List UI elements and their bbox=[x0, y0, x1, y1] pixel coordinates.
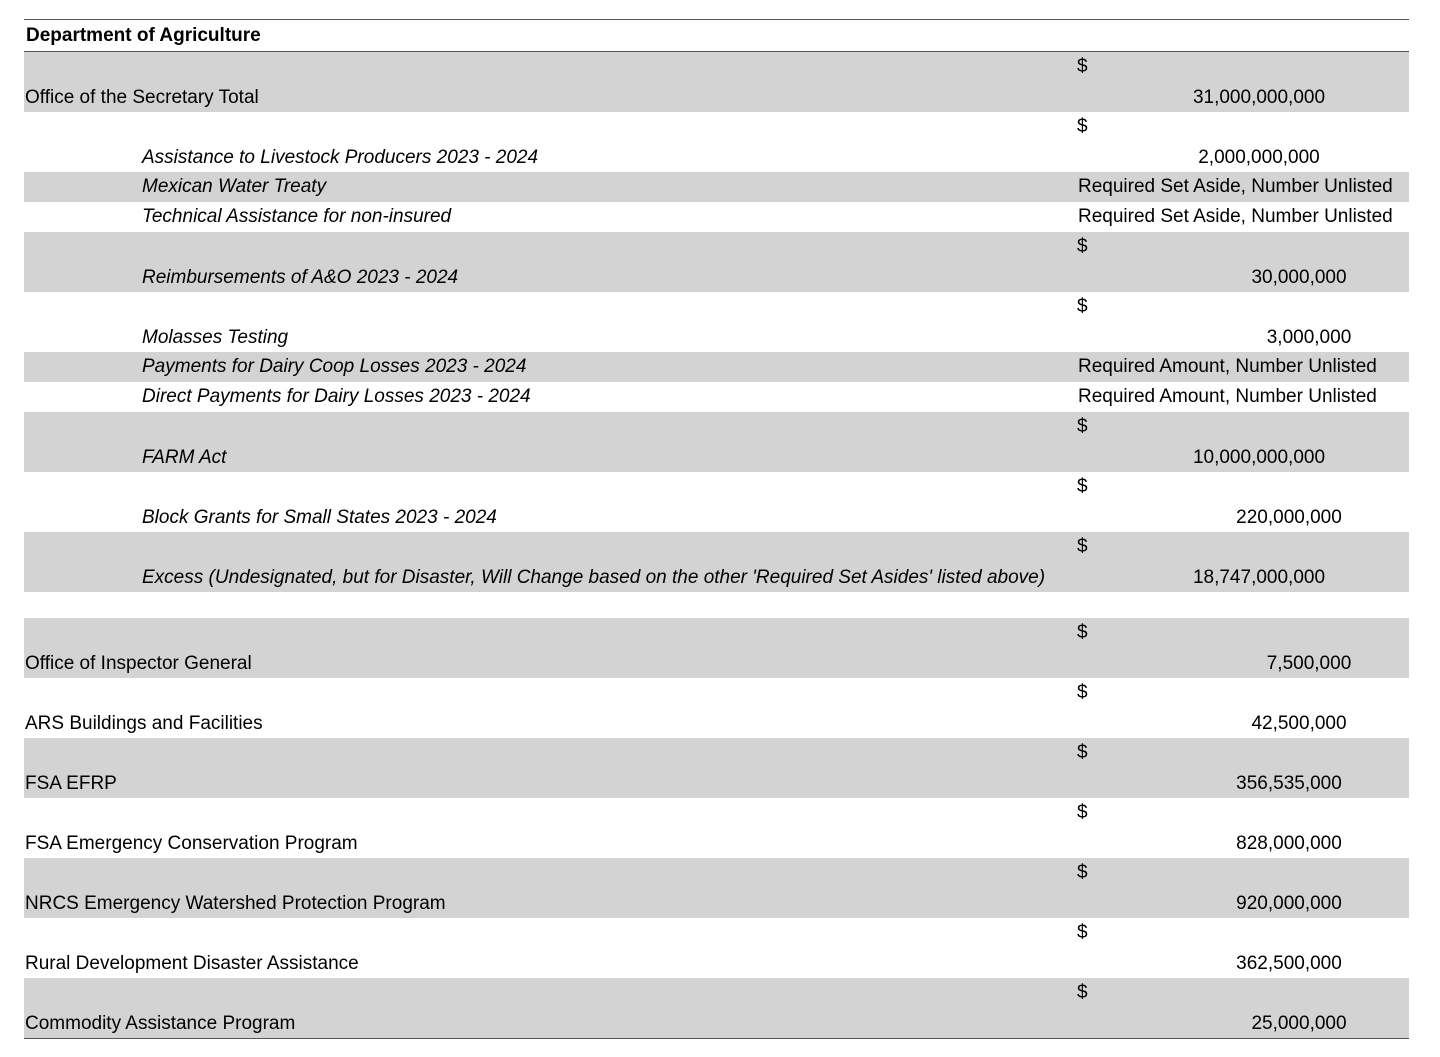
row-amount: 25,000,000 bbox=[1251, 1013, 1347, 1034]
currency-symbol: $ bbox=[1077, 56, 1088, 77]
row-label: Office of the Secretary Total bbox=[25, 87, 259, 108]
row-amount: 31,000,000,000 bbox=[1192, 87, 1326, 108]
row-label: ARS Buildings and Facilities bbox=[25, 713, 263, 734]
row-note: Required Amount, Number Unlisted bbox=[1078, 386, 1377, 407]
table-row bbox=[24, 738, 1409, 798]
row-label: Payments for Dairy Coop Losses 2023 - 2024 bbox=[142, 356, 527, 377]
row-label: FSA EFRP bbox=[25, 773, 117, 794]
row-amount: 356,535,000 bbox=[1236, 773, 1342, 794]
table-row bbox=[24, 412, 1409, 472]
currency-symbol: $ bbox=[1077, 742, 1088, 763]
row-amount: 362,500,000 bbox=[1236, 953, 1342, 974]
row-amount: 42,500,000 bbox=[1251, 713, 1347, 734]
row-label: Mexican Water Treaty bbox=[142, 176, 327, 197]
row-label: Reimbursements of A&O 2023 - 2024 bbox=[142, 267, 459, 288]
row-note: Required Set Aside, Number Unlisted bbox=[1078, 176, 1393, 197]
row-amount: 10,000,000,000 bbox=[1192, 447, 1326, 468]
currency-symbol: $ bbox=[1077, 862, 1088, 883]
table-row bbox=[24, 532, 1409, 592]
row-label: Office of Inspector General bbox=[25, 653, 252, 674]
row-amount: 828,000,000 bbox=[1236, 833, 1342, 854]
currency-symbol: $ bbox=[1077, 922, 1088, 943]
row-label: Molasses Testing bbox=[142, 327, 289, 348]
row-amount: 7,500,000 bbox=[1266, 653, 1352, 674]
row-label: Technical Assistance for non-insured bbox=[142, 206, 452, 227]
table-row bbox=[24, 858, 1409, 918]
row-amount: 3,000,000 bbox=[1266, 327, 1352, 348]
table-row bbox=[24, 232, 1409, 292]
row-amount: 920,000,000 bbox=[1236, 893, 1342, 914]
row-label: FARM Act bbox=[142, 447, 227, 468]
table-row bbox=[24, 352, 1409, 382]
table-row bbox=[24, 798, 1409, 858]
table-row bbox=[24, 52, 1409, 112]
table-row bbox=[24, 202, 1409, 232]
table-row bbox=[24, 382, 1409, 412]
row-amount: 220,000,000 bbox=[1236, 507, 1342, 528]
currency-symbol: $ bbox=[1077, 536, 1088, 557]
row-label: Assistance to Livestock Producers 2023 - 2024 bbox=[142, 147, 539, 168]
currency-symbol: $ bbox=[1077, 682, 1088, 703]
row-label: Direct Payments for Dairy Losses 2023 - 2024 bbox=[142, 386, 531, 407]
table-row bbox=[24, 618, 1409, 678]
row-label: Commodity Assistance Program bbox=[25, 1013, 296, 1034]
row-label: Excess (Undesignated, but for Disaster, Will Change based on the other 'Required Set Asides' listed above) bbox=[142, 567, 1046, 588]
row-note: Required Amount, Number Unlisted bbox=[1078, 356, 1377, 377]
currency-symbol: $ bbox=[1077, 802, 1088, 823]
currency-symbol: $ bbox=[1077, 622, 1088, 643]
spacer-row bbox=[24, 592, 1409, 618]
table-row bbox=[24, 172, 1409, 202]
table-title: Department of Agriculture bbox=[24, 20, 1409, 52]
currency-symbol: $ bbox=[1077, 982, 1088, 1003]
currency-symbol: $ bbox=[1077, 116, 1088, 137]
currency-symbol: $ bbox=[1077, 416, 1088, 437]
table-row bbox=[24, 918, 1409, 978]
budget-table bbox=[24, 19, 1409, 1039]
row-label: Block Grants for Small States 2023 - 2024 bbox=[142, 507, 497, 528]
currency-symbol: $ bbox=[1077, 296, 1088, 317]
row-amount: 18,747,000,000 bbox=[1192, 567, 1326, 588]
row-amount: 2,000,000,000 bbox=[1198, 147, 1320, 168]
table-row bbox=[24, 978, 1409, 1039]
row-label: Rural Development Disaster Assistance bbox=[25, 953, 359, 974]
table-row bbox=[24, 292, 1409, 352]
currency-symbol: $ bbox=[1077, 476, 1088, 497]
row-amount: 30,000,000 bbox=[1251, 267, 1347, 288]
row-label: NRCS Emergency Watershed Protection Program bbox=[25, 893, 446, 914]
table-row bbox=[24, 472, 1409, 532]
row-note: Required Set Aside, Number Unlisted bbox=[1078, 206, 1393, 227]
row-label: FSA Emergency Conservation Program bbox=[25, 833, 358, 854]
table-row bbox=[24, 112, 1409, 172]
table-row bbox=[24, 678, 1409, 738]
currency-symbol: $ bbox=[1077, 236, 1088, 257]
